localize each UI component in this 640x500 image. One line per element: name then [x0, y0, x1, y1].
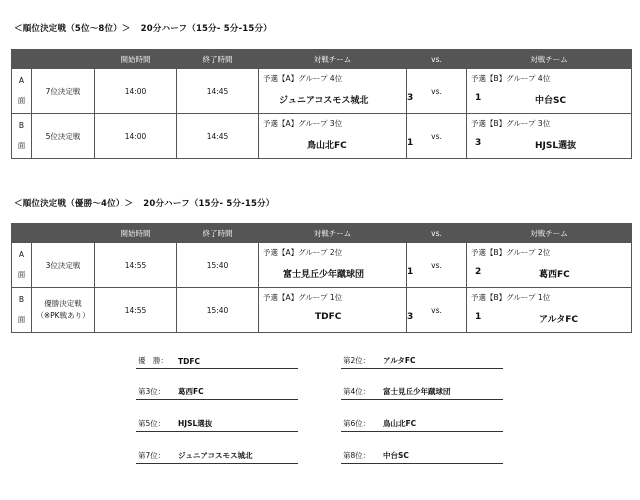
team2-name: 葛西FC	[539, 270, 570, 280]
match-row	[12, 114, 632, 159]
team2-cell	[467, 288, 632, 333]
team1-score: 3	[407, 93, 414, 103]
header-team2: 対戦チーム	[467, 50, 632, 69]
section2-heading: ＜順位決定戦（優勝～4位）＞	[14, 199, 134, 209]
end-time: 15:40	[177, 243, 259, 288]
match-row	[12, 243, 632, 288]
header-end: 終了時間	[177, 50, 259, 69]
team1-score: 3	[407, 312, 414, 322]
court-cell: B 面	[12, 114, 32, 159]
start-time: 14:55	[95, 243, 177, 288]
rank-item: 第5位： HJSL選抜	[136, 418, 298, 432]
rank-item: 第3位： 葛西FC	[136, 386, 298, 400]
rank-item: 第4位： 富士見丘少年蹴球団	[341, 386, 503, 400]
team2-score: 1	[475, 312, 482, 322]
team1-label: 予選【A】グループ 4位	[263, 74, 343, 83]
header-blank	[12, 50, 95, 69]
rank-item: 第2位： アルタFC	[341, 355, 503, 369]
header-team2: 対戦チーム	[467, 224, 632, 243]
rank-item: 優 勝： TDFC	[136, 355, 298, 369]
vs-cell: vs.	[407, 114, 467, 159]
team2-score: 2	[475, 267, 482, 277]
section2-title	[14, 197, 275, 209]
start-time: 14:00	[95, 114, 177, 159]
match-row	[12, 288, 632, 333]
court-cell: A 面	[12, 69, 32, 114]
team1-cell	[259, 243, 414, 288]
team1-cell	[259, 114, 414, 159]
rank-item: 第8位： 中台SC	[341, 450, 503, 464]
end-time: 14:45	[177, 114, 259, 159]
header-start: 開始時間	[95, 50, 177, 69]
team2-label: 予選【B】グループ 3位	[471, 119, 551, 128]
team2-name: アルタFC	[539, 315, 579, 325]
vs-cell: vs.	[407, 288, 467, 333]
team1-label: 予選【A】グループ 3位	[263, 119, 343, 128]
court-cell: B 面	[12, 288, 32, 333]
header-team1: 対戦チーム	[259, 50, 407, 69]
team2-name: HJSL選抜	[535, 141, 577, 151]
team1-cell	[259, 288, 414, 333]
match-name: 3位決定戦	[32, 243, 95, 288]
team1-name: ジュニアコスモス城北	[279, 96, 369, 106]
table-header-row	[12, 224, 632, 243]
team1-name: 鳥山北FC	[307, 141, 347, 151]
start-time: 14:00	[95, 69, 177, 114]
team1-name: 富士見丘少年蹴球団	[283, 270, 365, 280]
vs-cell: vs.	[407, 243, 467, 288]
team2-score: 3	[475, 138, 482, 148]
vs-cell: vs.	[407, 69, 467, 114]
team1-score: 1	[407, 267, 414, 277]
end-time: 14:45	[177, 69, 259, 114]
court-cell: A 面	[12, 243, 32, 288]
rank-item: 第7位： ジュニアコスモス城北	[136, 450, 298, 464]
team2-cell	[467, 114, 632, 159]
header-team1: 対戦チーム	[259, 224, 407, 243]
team1-label: 予選【A】グループ 1位	[263, 293, 343, 302]
team2-label: 予選【B】グループ 4位	[471, 74, 551, 83]
match-name: 7位決定戦	[32, 69, 95, 114]
end-time: 15:40	[177, 288, 259, 333]
team2-label: 予選【B】グループ 1位	[471, 293, 551, 302]
header-vs: vs.	[407, 224, 467, 243]
section2-format: 20分ハーフ（15分- 5分-15分）	[143, 199, 275, 209]
team1-name: TDFC	[315, 312, 342, 322]
rank-item: 第6位： 鳥山北FC	[341, 418, 503, 432]
section1-format: 20分ハーフ（15分- 5分-15分）	[140, 24, 272, 34]
header-vs: vs.	[407, 50, 467, 69]
match-name: 優勝決定戦 （※PK戦あり）	[32, 288, 95, 333]
table-header-row	[12, 50, 632, 69]
team2-cell	[467, 243, 632, 288]
start-time: 14:55	[95, 288, 177, 333]
match-name: 5位決定戦	[32, 114, 95, 159]
team2-name: 中台SC	[535, 96, 567, 106]
match-row	[12, 69, 632, 114]
section1-table	[11, 49, 632, 159]
team2-cell	[467, 69, 632, 114]
header-blank	[12, 224, 95, 243]
header-start: 開始時間	[95, 224, 177, 243]
team2-score: 1	[475, 93, 482, 103]
header-end: 終了時間	[177, 224, 259, 243]
section1-title	[14, 22, 272, 34]
team1-cell	[259, 69, 414, 114]
team1-label: 予選【A】グループ 2位	[263, 248, 343, 257]
section1-heading: ＜順位決定戦（5位～8位）＞	[14, 24, 131, 34]
section2-table	[11, 223, 632, 333]
team1-score: 1	[407, 138, 414, 148]
team2-label: 予選【B】グループ 2位	[471, 248, 551, 257]
